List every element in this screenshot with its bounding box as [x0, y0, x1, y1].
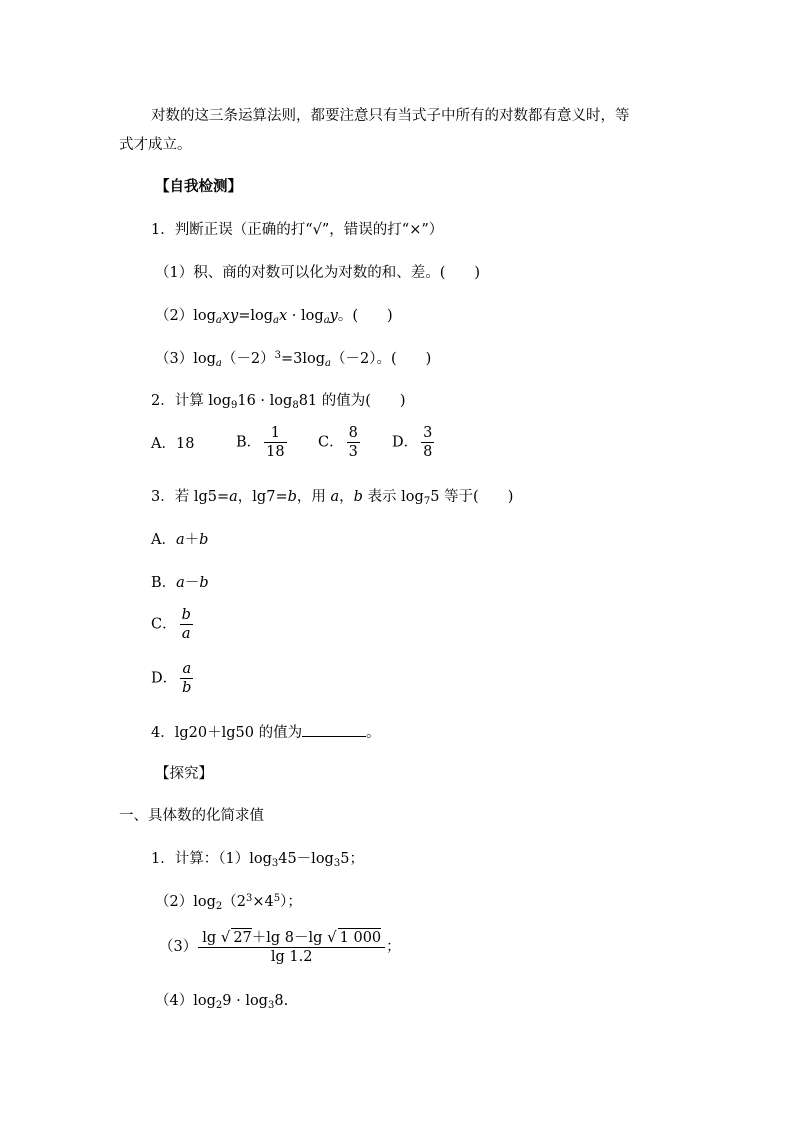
q1-s2-formula: $\log_axy=\log_ax \cdot \log_ay$ — [193, 308, 338, 326]
q2-stem-suffix: 的值为( ) — [317, 393, 406, 409]
explore-p2-expr: $\log_2(2^3\times 4^5)$； — [193, 893, 302, 912]
q1-statement-2 — [155, 306, 393, 326]
q1-stem: 1．判断正误（正确的打“√”，错误的打“×”） — [151, 222, 444, 238]
frac-denominator: 18 — [266, 444, 285, 460]
explore-p4-expr: $\log_29 \cdot \log_38$. — [193, 993, 289, 1011]
explore-q1-prefix: 1．计算：（1） — [151, 851, 250, 867]
q4-answer-blank[interactable] — [302, 722, 366, 737]
q2-option-c-label: C． — [318, 434, 344, 451]
q3-option-a — [151, 530, 208, 550]
q3-vars: a，b 表示 $\log_75$ — [330, 489, 440, 507]
explore-q1-part3 — [159, 928, 401, 966]
q2-options — [151, 434, 194, 454]
explore-p4-prefix: （4） — [155, 993, 194, 1009]
q3-stem-suffix: 等于( ) — [439, 489, 514, 505]
q3-option-d-label: D． — [151, 670, 178, 687]
frac-numerator: b — [181, 607, 191, 623]
q4-stem — [151, 722, 381, 743]
q3-option-a-expr: a＋b — [175, 532, 209, 548]
q2-formula: $\log_916 \cdot \log_881$ — [208, 393, 318, 411]
explore-p3-end: ； — [386, 939, 401, 955]
q2-stem-prefix: 2．计算 — [151, 393, 209, 409]
frac-denominator: b — [182, 680, 192, 696]
intro-line-1: 对数的这三条运算法则，都要注意只有当式子中所有的对数都有意义时，等 — [151, 108, 630, 124]
q3-option-d-fraction — [180, 660, 193, 697]
q2-option-d — [392, 424, 437, 461]
q4-stem-text: 4．lg20＋lg50 的值为 — [151, 725, 303, 741]
q3-option-b-label: B． — [151, 575, 177, 591]
q2-option-b — [236, 424, 290, 461]
frac-numerator: 8 — [348, 425, 358, 441]
frac-denominator: 8 — [423, 444, 433, 460]
q2-option-a: A．18 — [151, 436, 195, 452]
q2-option-b-fraction — [264, 424, 286, 461]
q3-option-d — [151, 660, 196, 697]
q3-stem-prefix: 3．若 — [151, 489, 194, 505]
q1-s2-suffix: 。( ) — [337, 308, 393, 324]
q3-option-c — [151, 606, 196, 643]
explore-q1 — [151, 849, 364, 869]
q2-option-c — [318, 424, 363, 461]
explore-heading: 【探究】 — [155, 766, 213, 782]
q3-option-c-label: C． — [151, 616, 177, 633]
frac-denominator: lg 1.2 — [198, 947, 385, 966]
q4-stem-end: 。 — [366, 725, 381, 741]
q2-option-d-label: D． — [392, 434, 419, 451]
q1-s2-prefix: （2） — [155, 308, 194, 324]
explore-p3-fraction — [200, 928, 383, 966]
frac-denominator: a — [181, 626, 191, 642]
q3-stem-mid: ，用 — [296, 489, 331, 505]
explore-q1-part2 — [155, 892, 302, 912]
q3-stem — [151, 487, 513, 507]
explore-p3-prefix: （3） — [159, 939, 198, 955]
q2-option-d-fraction — [421, 424, 434, 461]
section-1-title: 一、具体数的化简求值 — [119, 808, 264, 824]
frac-numerator: 3 — [423, 425, 433, 441]
intro-line-2: 式才成立。 — [119, 137, 192, 153]
frac-numerator: 1 — [270, 425, 280, 441]
frac-numerator: lg √ 27＋lg 8－lg √ 1 000 — [202, 928, 382, 946]
q2-stem — [151, 391, 406, 411]
self-check-heading: 【自我检测】 — [155, 178, 242, 195]
q3-condition: lg5=a，lg7=b — [193, 489, 297, 505]
q3-option-a-label: A． — [151, 532, 176, 548]
explore-p2-prefix: （2） — [155, 894, 194, 910]
q1-s3-suffix: 。( ) — [376, 351, 432, 367]
q3-option-c-fraction — [180, 606, 193, 643]
q2-option-b-label: B． — [236, 434, 262, 451]
q1-statement-3 — [155, 349, 431, 369]
q3-option-b-expr: a－b — [176, 575, 209, 591]
q3-option-b — [151, 573, 209, 593]
frac-denominator: 3 — [348, 444, 358, 460]
frac-numerator: a — [182, 661, 192, 677]
explore-q1-part4 — [155, 991, 288, 1011]
q1-s3-prefix: （3） — [155, 351, 194, 367]
explore-q1-part1: $\log_345-\log_35$； — [249, 851, 364, 869]
q2-option-c-fraction — [347, 424, 360, 461]
q1-statement-1: （1）积、商的对数可以化为对数的和、差。( ) — [155, 265, 481, 281]
q1-s3-formula: $\log_a(-2)^3=3\log_a(-2)$ — [193, 350, 377, 369]
